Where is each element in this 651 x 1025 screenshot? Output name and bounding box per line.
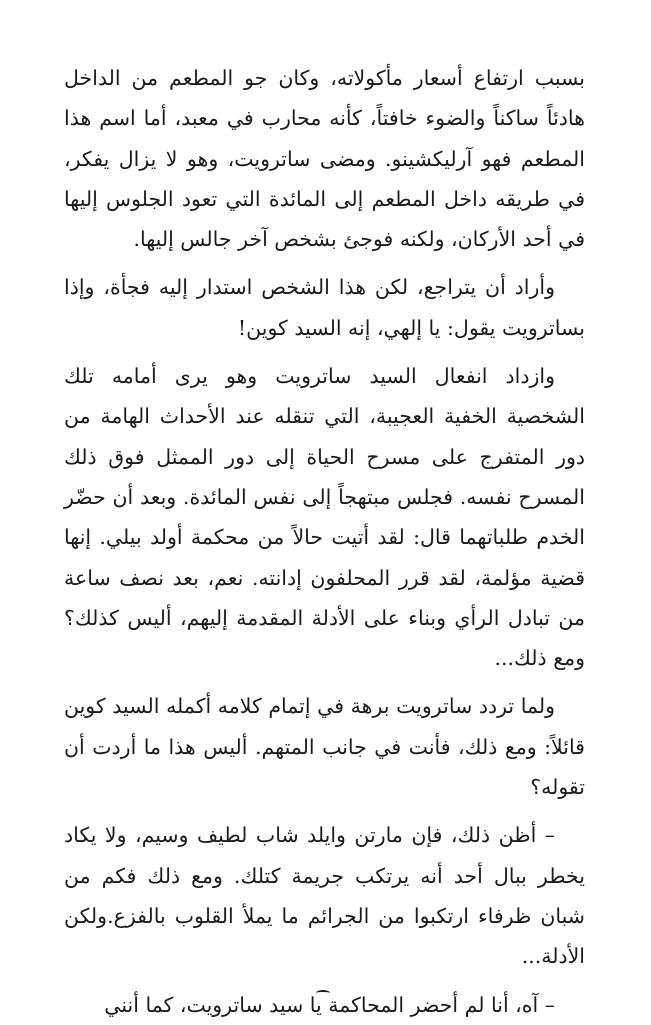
- paragraph-6: – آه، أنا لم أحضر المحاكمة يا سيد ساترويت، كما أنني: [104, 992, 555, 1017]
- paragraph-5: – أظن ذلك، فإن مارتن وايلد شاب لطيف وسيم، ولا يكاد يخطر ببال أحد أنه يرتكب جريمة كتلك. ومع ذلك فكم من شبان ظرفاء ارتكبوا من الجرائم ما يملأ القلوب بالفزع.ولكن الأدلة...: [64, 823, 585, 969]
- page-bottom-mark: [316, 990, 330, 996]
- paragraph-2: وأراد أن يتراجع، لكن هذا الشخص استدار إليه فجأة، وإذا بساترويت يقول: يا إلهي، إنه السيد كوين!: [64, 275, 585, 340]
- book-page: [64, 58, 585, 1017]
- paragraph-3: وازداد انفعال السيد ساترويت وهو يرى أمامه تلك الشخصية الخفية العجيبة، التي تنقله عند الأحداث الهامة من دور المتفرج على مسرح الحياة إلى دور الممثل فوق ذلك المسرح نفسه. فجلس مبتهجاً إلى نفس المائدة. وبعد أن حضّر الخدم طلباتهما قال: لقد أتيت حالاً من محكمة أولد بيلي. إنها قضية مؤلمة، لقد قرر المحلفون إدانته. نعم، بعد نصف ساعة من تبادل الرأي وبناء على الأدلة المقدمة إليهم، أليس كذلك؟ ومع ذلك...: [64, 364, 585, 671]
- paragraph-1: بسبب ارتفاع أسعار مأكولاته، وكان جو المطعم من الداخل هادئاً ساكناً والضوء خافتاً، كأنه محارب في معبد، أما اسم هذا المطعم فهو آرليكشينو. ومضى ساترويت، وهو لا يزال يفكر، في طريقه داخل المطعم إلى المائدة التي تعود الجلوس إليها في أحد الأركان، ولكنه فوجئ بشخص آخر جالس إليها.: [64, 66, 585, 252]
- paragraph-4: ولما تردد ساترويت برهة في إتمام كلامه أكمله السيد كوين قائلاً: ومع ذلك، فأنت في جانب المتهم. أليس هذا ما أردت أن تقوله؟: [64, 694, 585, 800]
